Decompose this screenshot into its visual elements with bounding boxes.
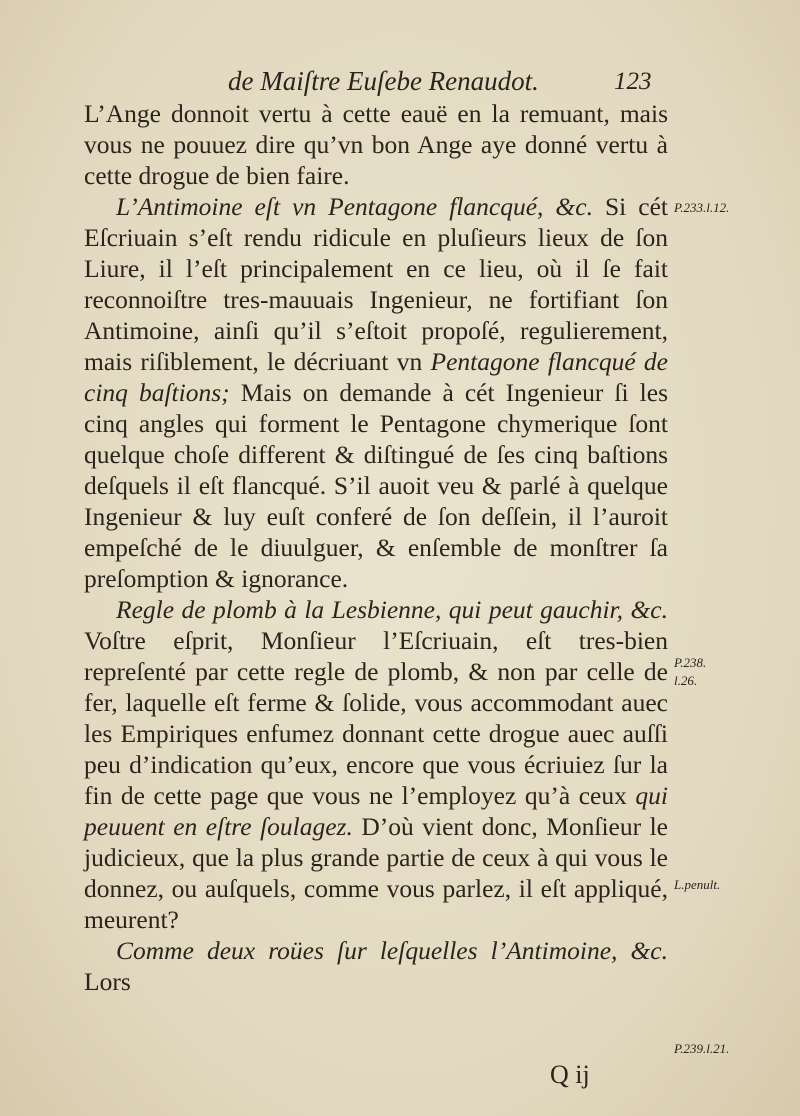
page-header [0, 62, 800, 102]
paragraph-1-text: L’Ange donnoit vertu à cette eauë en la remuant, mais vous ne pouuez dire qu’vn bon Ange aye donné vertu à cette drogue de bien faire. [84, 99, 668, 190]
paragraph-2-italic: Pentagone flancqué de cinq baſtions; [84, 347, 668, 407]
paragraph-2-tail: Mais on demande à cét Ingenieur ſi les cinq angles qui forment le Pentagone chymerique ſont quelque choſe different & diſtingué de ſes cinq baſtions deſquels il eſt flancqué. S’il auoit veu & parlé à quelque Ingenieur & luy euſt conferé de ſon deſſein, il l’auroit empeſché de le diuulguer, & enſemble de monſtrer ſa preſomption & ignorance. [84, 378, 669, 593]
body-text [84, 98, 668, 997]
page-number: 123 [614, 68, 652, 95]
paragraph-2-lead: L’Antimoine eſt vn Pentagone flancqué, &c. [116, 192, 593, 221]
paragraph-3-tail: D’où vient donc, Monſieur le judicieux, que la plus grande partie de ceux à qui vous le donnez, ou auſquels, comme vous parlez, il eſt appliqué, meurent? [84, 812, 668, 934]
margin-note-4: L.penult. [674, 877, 721, 892]
paragraph-3-italic: qui peuuent en eſtre ſoulagez. [84, 781, 668, 841]
paragraph-1 [84, 98, 668, 191]
paragraph-3 [84, 594, 668, 935]
paragraph-3-lead: Regle de plomb à la Lesbienne, qui peut gauchir, &c. [116, 595, 668, 624]
margin-note-1: P.233.l.12. [674, 200, 730, 215]
paragraph-2-text: Si cét Eſcriuain s’eſt rendu ridicule en pluſieurs lieux de ſon Liure, il l’eſt principalement en ce lieu, où il ſe fait reconnoiſtre tres-mauuais Ingenieur, ne fortifiant ſon Antimoine, ainſi qu’il s’eſtoit propoſé, regulierement, mais riſiblement, le décriuant vn [84, 192, 668, 376]
paragraph-4-text: Lors [84, 967, 131, 996]
margin-note-3: l.26. [674, 673, 698, 688]
margin-note-5: P.239.l.21. [674, 1041, 730, 1056]
paragraph-4-lead: Comme deux roües ſur leſquelles l’Antimoine, &c. [116, 936, 668, 965]
running-title: de Maiſtre Euſebe Renaudot. [228, 66, 539, 96]
paragraph-4 [84, 935, 668, 997]
paragraph-2 [84, 191, 668, 594]
signature-mark: Q ij [550, 1060, 590, 1089]
margin-note-2: P.238. [674, 655, 707, 670]
paragraph-3-text: Voſtre eſprit, Monſieur l’Eſcriuain, eſt tres-bien repreſenté par cette regle de plomb, & non par celle de fer, laquelle eſt ferme & ſolide, vous accommodant auec les Empiriques enfumez donnant cette drogue auec auſſi peu d’indication qu’eux, encore que vous écriuiez ſur la fin de cette page que vous ne l’employez qu’à ceux [84, 626, 668, 810]
